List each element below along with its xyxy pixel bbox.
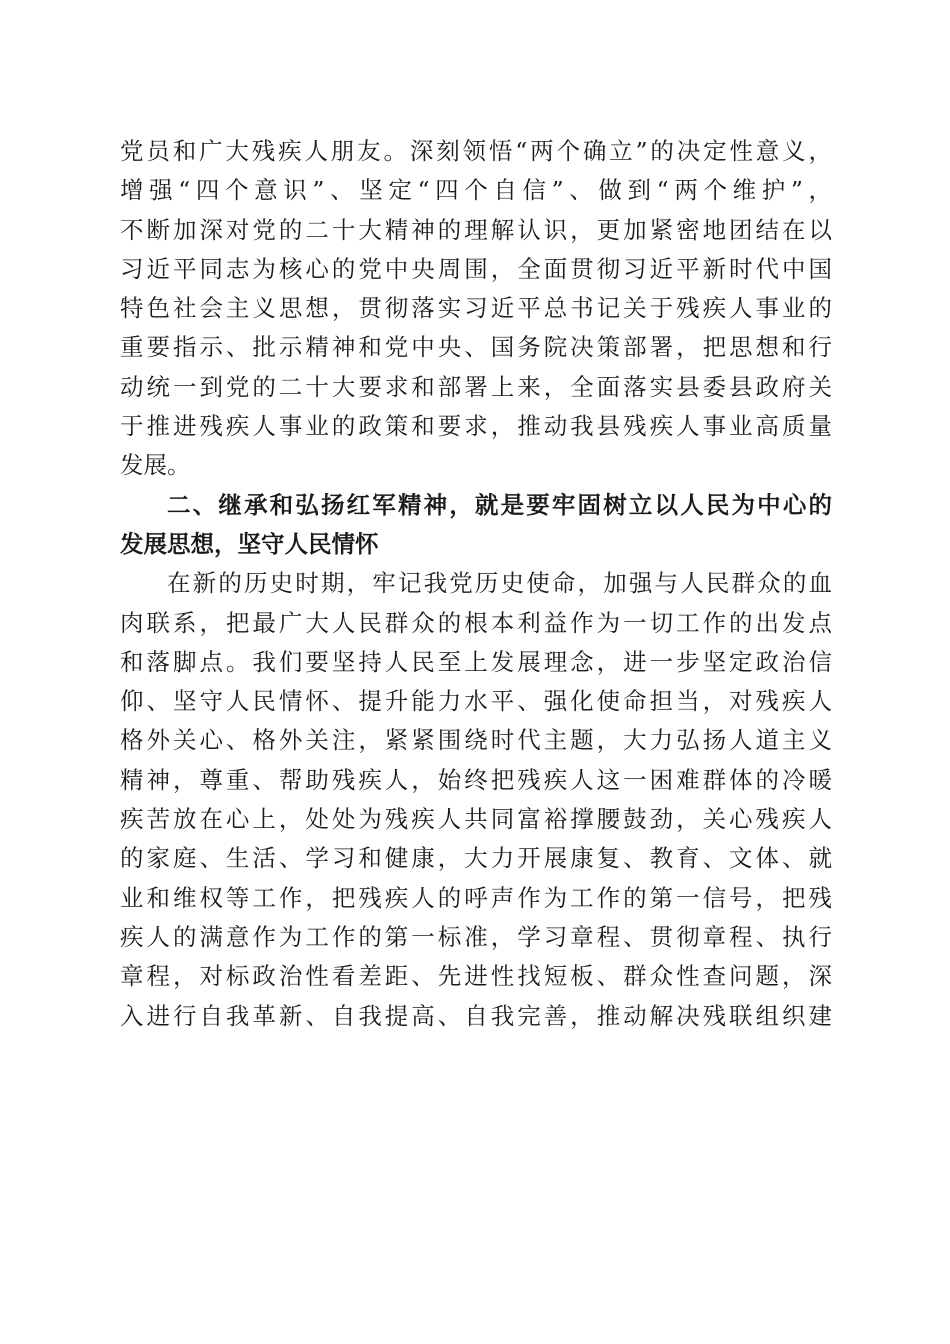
section-heading: 二、继承和弘扬红军精神，就是要牢固树立以人民为中心的: [167, 490, 832, 519]
section-heading: 发展思想，坚守人民情怀: [120, 529, 379, 558]
body-line: 的家庭、生活、学习和健康，大力开展康复、教育、文体、就: [120, 844, 832, 873]
body-line: 于推进残疾人事业的政策和要求，推动我县残疾人事业高质量: [120, 412, 832, 441]
body-line: 肉联系，把最广大人民群众的根本利益作为一切工作的出发点: [120, 608, 832, 637]
body-line: 习近平同志为核心的党中央周围，全面贯彻习近平新时代中国: [120, 254, 832, 283]
body-line: 格外关心、格外关注，紧紧围绕时代主题，大力弘扬人道主义: [120, 726, 832, 755]
body-line: 入进行自我革新、自我提高、自我完善，推动解决残联组织建: [120, 1001, 832, 1030]
body-line: 业和维权等工作，把残疾人的呼声作为工作的第一信号，把残: [120, 883, 832, 912]
body-line: 发展。: [120, 451, 191, 480]
document-text: [120, 132, 832, 1036]
body-line: 增强“四个意识”、坚定“四个自信”、做到“两个维护”，: [120, 176, 832, 205]
body-line: 重要指示、批示精神和党中央、国务院决策部署，把思想和行: [120, 333, 832, 362]
body-line: 和落脚点。我们要坚持人民至上发展理念，进一步坚定政治信: [120, 647, 832, 676]
body-line: 章程，对标政治性看差距、先进性找短板、群众性查问题，深: [120, 962, 832, 991]
body-line: 疾人的满意作为工作的第一标准，学习章程、贯彻章程、执行: [120, 922, 832, 951]
body-line: 精神，尊重、帮助残疾人，始终把残疾人这一困难群体的冷暖: [120, 765, 832, 794]
body-line: 不断加深对党的二十大精神的理解认识，更加紧密地团结在以: [120, 215, 832, 244]
body-line: 在新的历史时期，牢记我党历史使命，加强与人民群众的血: [167, 569, 832, 598]
body-line: 疾苦放在心上，处处为残疾人共同富裕撑腰鼓劲，关心残疾人: [120, 805, 832, 834]
body-line: 动统一到党的二十大要求和部署上来，全面落实县委县政府关: [120, 372, 832, 401]
body-line: 党员和广大残疾人朋友。深刻领悟“两个确立”的决定性意义，: [120, 137, 832, 165]
body-line: 特色社会主义思想，贯彻落实习近平总书记关于残疾人事业的: [120, 294, 832, 323]
body-line: 仰、坚守人民情怀、提升能力水平、强化使命担当，对残疾人: [120, 687, 832, 716]
